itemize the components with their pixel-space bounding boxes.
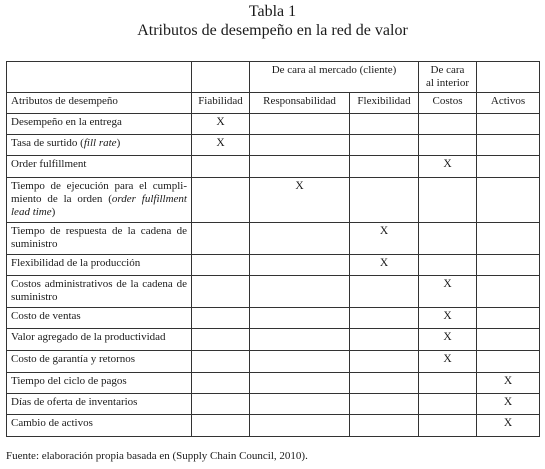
table-row: [7, 329, 540, 351]
source-note: Fuente: elaboración propia basada en (Supply Chain Council, 2010).: [6, 450, 308, 462]
cell-activos: [477, 394, 540, 415]
cell-responsabilidad: [250, 178, 350, 223]
table-row: [7, 135, 540, 156]
column-header-fiabilidad: Fiabilidad: [192, 93, 250, 114]
table-row: [7, 255, 540, 276]
check-mark: X: [503, 375, 513, 387]
table-row: [7, 351, 540, 373]
cell-costos: [419, 255, 477, 276]
cell-costos: [419, 156, 477, 178]
cell-costos: [419, 276, 477, 308]
cell-costos: [419, 178, 477, 223]
cell-activos: [477, 308, 540, 329]
internal-group-line1: De cara: [430, 64, 465, 76]
cell-responsabilidad: [250, 329, 350, 351]
cell-costos: [419, 135, 477, 156]
table-row: [7, 394, 540, 415]
cell-fiabilidad: [192, 329, 250, 351]
cell-activos: [477, 223, 540, 255]
check-mark: X: [443, 310, 452, 322]
attribute-text: Costos administrativos de la cadena de suministro: [11, 278, 187, 303]
cell-responsabilidad: [250, 308, 350, 329]
attribute-text: Tiempo del ciclo de pagos: [11, 375, 127, 387]
cell-activos: [477, 135, 540, 156]
column-header-row: [7, 93, 540, 114]
attribute-cell: [7, 329, 192, 351]
cell-responsabilidad: [250, 255, 350, 276]
empty-header-cell: [7, 62, 192, 93]
market-group-header: De cara al mercado (cliente): [250, 62, 419, 93]
cell-flexibilidad: [350, 329, 419, 351]
cell-flexibilidad: [350, 308, 419, 329]
cell-fiabilidad: [192, 114, 250, 135]
table-row: [7, 223, 540, 255]
cell-activos: [477, 276, 540, 308]
cell-responsabilidad: [250, 394, 350, 415]
table-row: [7, 415, 540, 437]
cell-costos: [419, 394, 477, 415]
column-header-flexibilidad: Flexibilidad: [350, 93, 419, 114]
cell-activos: [477, 156, 540, 178]
cell-activos: [477, 373, 540, 394]
internal-group-header: [419, 62, 477, 93]
cell-costos: [419, 415, 477, 437]
attribute-cell: [7, 308, 192, 329]
attribute-text: Cambio de activos: [11, 417, 93, 429]
cell-fiabilidad: [192, 415, 250, 437]
cell-fiabilidad: [192, 373, 250, 394]
check-mark: X: [295, 180, 304, 192]
cell-responsabilidad: [250, 114, 350, 135]
cell-flexibilidad: [350, 135, 419, 156]
column-header-costos: Costos: [419, 93, 477, 114]
cell-responsabilidad: [250, 156, 350, 178]
cell-activos: [477, 415, 540, 437]
attribute-text: Desempeño en la entrega: [11, 116, 122, 128]
empty-header-cell: [192, 62, 250, 93]
attribute-cell: [7, 394, 192, 415]
attribute-text: Valor agregado de la productividad: [11, 331, 166, 343]
cell-fiabilidad: [192, 223, 250, 255]
check-mark: X: [379, 257, 389, 269]
check-mark: X: [503, 396, 513, 408]
cell-activos: [477, 351, 540, 373]
cell-flexibilidad: [350, 223, 419, 255]
table-row: [7, 308, 540, 329]
attribute-cell: [7, 114, 192, 135]
attribute-cell: [7, 156, 192, 178]
cell-fiabilidad: [192, 135, 250, 156]
cell-fiabilidad: [192, 394, 250, 415]
cell-responsabilidad: [250, 135, 350, 156]
attribute-text: ): [51, 206, 56, 218]
attribute-text: Costo de ventas: [11, 310, 81, 322]
table-row: [7, 156, 540, 178]
cell-responsabilidad: [250, 276, 350, 308]
check-mark: X: [216, 116, 225, 128]
attribute-cell: [7, 351, 192, 373]
cell-activos: [477, 114, 540, 135]
attribute-cell: [7, 135, 192, 156]
cell-costos: [419, 114, 477, 135]
table-title: Atributos de desempeño en la red de valor: [137, 22, 408, 39]
cell-costos: [419, 351, 477, 373]
cell-flexibilidad: [350, 394, 419, 415]
attribute-text: Order fulfillment: [11, 158, 87, 170]
empty-header-cell: [477, 62, 540, 93]
attribute-cell: [7, 276, 192, 308]
check-mark: X: [443, 278, 452, 290]
check-mark: X: [216, 137, 225, 149]
table-row: [7, 276, 540, 308]
check-mark: X: [503, 417, 513, 429]
attribute-italic-term: fill rate: [83, 137, 117, 149]
group-header-row: [7, 62, 540, 93]
attribute-cell: [7, 373, 192, 394]
table-row: [7, 114, 540, 135]
internal-group-line2: al interior: [425, 77, 470, 89]
column-header-attribute: Atributos de desempeño: [7, 93, 192, 114]
cell-activos: [477, 178, 540, 223]
cell-fiabilidad: [192, 255, 250, 276]
column-header-responsabilidad: Responsabilidad: [250, 93, 350, 114]
cell-flexibilidad: [350, 114, 419, 135]
cell-flexibilidad: [350, 255, 419, 276]
attribute-text: Días de oferta de inventarios: [11, 396, 138, 408]
check-mark: X: [379, 225, 389, 237]
attributes-table: [6, 61, 540, 437]
cell-fiabilidad: [192, 351, 250, 373]
cell-responsabilidad: [250, 415, 350, 437]
attribute-text: Tiempo de respuesta de la cadena de suministro: [11, 225, 187, 250]
check-mark: X: [443, 331, 452, 343]
attribute-cell: [7, 178, 192, 223]
cell-flexibilidad: [350, 276, 419, 308]
attribute-text: Flexibilidad de la producción: [11, 257, 141, 269]
table-caption: [0, 0, 545, 40]
attribute-text: Costo de garantía y retornos: [11, 353, 136, 365]
table-row: [7, 178, 540, 223]
cell-costos: [419, 308, 477, 329]
check-mark: X: [443, 353, 452, 365]
cell-flexibilidad: [350, 156, 419, 178]
attribute-cell: [7, 415, 192, 437]
attribute-text: ): [116, 137, 121, 149]
cell-fiabilidad: [192, 156, 250, 178]
attribute-text: Tasa de surtido (: [11, 137, 84, 149]
cell-activos: [477, 329, 540, 351]
check-mark: X: [443, 158, 452, 170]
attribute-text: Tiempo de ejecución para el cumpli-miento de la orden (: [11, 180, 187, 205]
cell-flexibilidad: [350, 178, 419, 223]
cell-responsabilidad: [250, 223, 350, 255]
cell-flexibilidad: [350, 415, 419, 437]
cell-fiabilidad: [192, 178, 250, 223]
cell-fiabilidad: [192, 276, 250, 308]
cell-activos: [477, 255, 540, 276]
attribute-italic-term: order fulfillment lead time: [11, 193, 187, 218]
cell-costos: [419, 373, 477, 394]
cell-responsabilidad: [250, 373, 350, 394]
cell-costos: [419, 329, 477, 351]
column-header-activos: Activos: [477, 93, 540, 114]
table-row: [7, 373, 540, 394]
cell-responsabilidad: [250, 351, 350, 373]
cell-fiabilidad: [192, 308, 250, 329]
cell-flexibilidad: [350, 351, 419, 373]
attribute-cell: [7, 223, 192, 255]
table-number: Tabla 1: [248, 3, 297, 20]
cell-flexibilidad: [350, 373, 419, 394]
cell-costos: [419, 223, 477, 255]
attribute-cell: [7, 255, 192, 276]
